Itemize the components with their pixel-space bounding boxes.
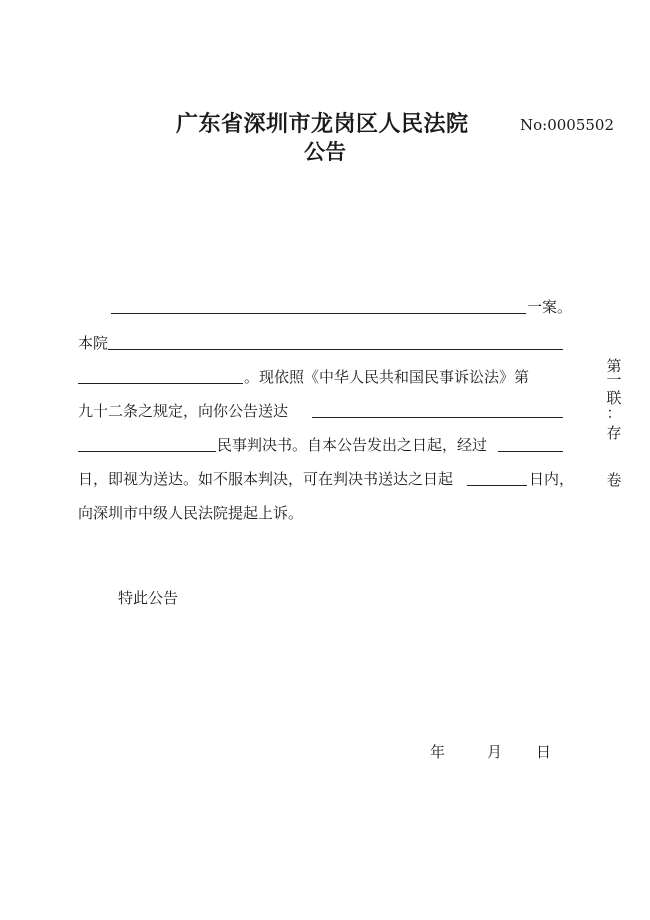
date-year: 年 (430, 743, 446, 761)
blank-judgment-number[interactable] (312, 417, 563, 418)
side-note-char: 卷 (606, 471, 622, 489)
date-day: 日 (536, 743, 552, 761)
blank-court-handling[interactable] (108, 349, 563, 350)
closing-text: 特此公告 (118, 589, 179, 607)
line4-text: 九十二条之规定，向你公告送达 (78, 402, 289, 420)
side-note-char: 第 (606, 357, 622, 375)
blank-party-name[interactable] (78, 383, 243, 384)
blank-appeal-days[interactable] (467, 485, 527, 486)
document-type-title: 公告 (304, 140, 346, 164)
side-note-char: ： (606, 404, 622, 422)
serial-number: No:0005502 (520, 116, 615, 134)
side-note-char: 联 (606, 389, 622, 407)
date-month: 月 (487, 743, 503, 761)
line7-text: 向深圳市中级人民法院提起上诉。 (78, 504, 304, 522)
line6-text: 日，即视为送达。如不服本判决，可在判决书送达之日起 (78, 470, 454, 488)
side-note-char: 存 (606, 424, 622, 442)
line1-suffix: 一案。 (527, 298, 573, 316)
blank-days-period[interactable] (498, 451, 563, 452)
blank-case-name[interactable] (111, 313, 526, 314)
side-note-char: 一 (606, 371, 622, 389)
line5-text: 民事判决书。自本公告发出之日起，经过 (217, 436, 488, 454)
blank-judgment-type[interactable] (78, 451, 216, 452)
line3-text: 。现依照《中华人民共和国民事诉讼法》第 (244, 368, 530, 386)
court-name-title: 广东省深圳市龙岗区人民法院 (176, 112, 469, 137)
line6-suffix: 日内， (529, 470, 575, 488)
line2-prefix: 本院 (78, 334, 109, 352)
